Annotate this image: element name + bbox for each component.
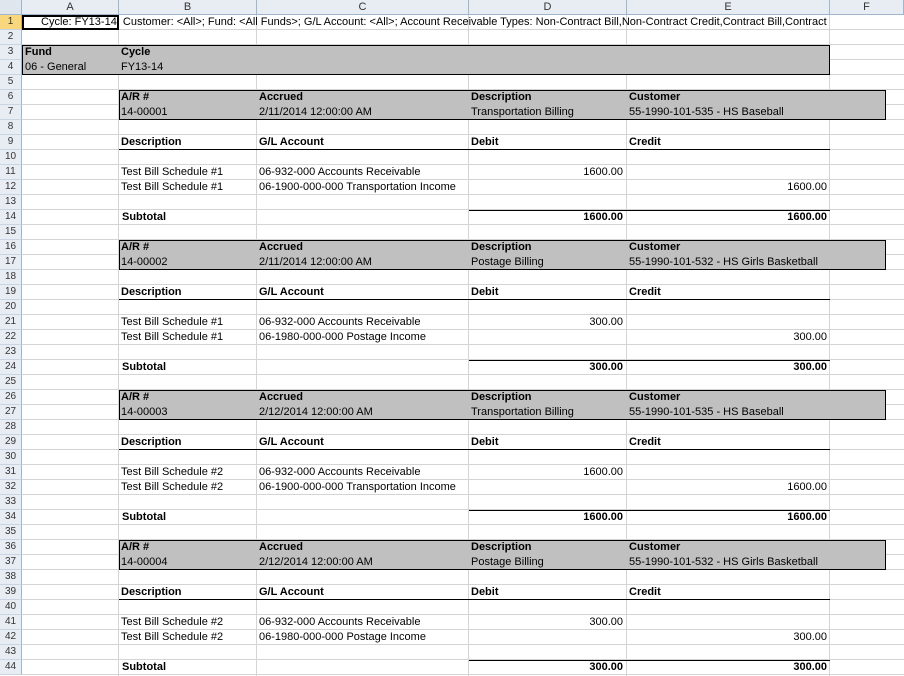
ar-number-label: A/R # — [121, 541, 150, 553]
subtotal-debit: 300.00 — [589, 661, 623, 673]
report-criteria-text: Cycle: FY13-14; Customer: <All>; Fund: <All Funds>; G/L Account: <All>; Account Receivable Types: Non-Contract Bill,Non-Contract Credit,Contract Bill,Contract — [41, 16, 827, 28]
line-debit — [469, 480, 623, 495]
debit-header: Debit — [471, 586, 499, 598]
row-header-12[interactable]: 12 — [0, 180, 22, 195]
subtotal-credit: 300.00 — [793, 361, 827, 373]
description-value: Transportation Billing — [471, 106, 574, 118]
row-header-38[interactable]: 38 — [0, 570, 22, 585]
line-debit — [469, 180, 623, 195]
row-header-35[interactable]: 35 — [0, 525, 22, 540]
accrued-label: Accrued — [259, 241, 304, 253]
debit-header: Debit — [471, 136, 499, 148]
row-header-19[interactable]: 19 — [0, 285, 22, 300]
detail-description-header: Description — [121, 586, 182, 598]
detail-description-header: Description — [121, 136, 182, 148]
row-header-13[interactable]: 13 — [0, 195, 22, 210]
gl-account-header: G/L Account — [259, 136, 324, 148]
row-header-22[interactable]: 22 — [0, 330, 22, 345]
line-gl-account: 06-932-000 Accounts Receivable — [259, 616, 421, 628]
column-header-a[interactable]: A — [22, 0, 119, 15]
line-debit: 1600.00 — [583, 166, 623, 178]
line-description: Test Bill Schedule #1 — [121, 166, 224, 178]
subtotal-debit: 1600.00 — [583, 511, 623, 523]
fund-value: 06 - General — [25, 61, 87, 73]
line-credit — [627, 165, 827, 180]
subtotal-label: Subtotal — [122, 211, 166, 223]
row-header-23[interactable]: 23 — [0, 345, 22, 360]
row-header-44[interactable]: 44 — [0, 660, 22, 675]
row-header-33[interactable]: 33 — [0, 495, 22, 510]
line-credit: 300.00 — [793, 331, 827, 343]
row-header-26[interactable]: 26 — [0, 390, 22, 405]
select-all-corner[interactable] — [0, 0, 22, 15]
line-description: Test Bill Schedule #2 — [121, 631, 224, 643]
subtotal-label: Subtotal — [122, 361, 166, 373]
row-header-10[interactable]: 10 — [0, 150, 22, 165]
ar-number-value: 14-00002 — [121, 256, 168, 268]
credit-header: Credit — [629, 436, 661, 448]
row-header-41[interactable]: 41 — [0, 615, 22, 630]
gl-account-header: G/L Account — [259, 286, 324, 298]
ar-number-label: A/R # — [121, 391, 150, 403]
row-header-31[interactable]: 31 — [0, 465, 22, 480]
row-header-15[interactable]: 15 — [0, 225, 22, 240]
cycle-value: FY13-14 — [121, 61, 164, 73]
ar-number-label: A/R # — [121, 91, 150, 103]
credit-header: Credit — [629, 586, 661, 598]
line-description: Test Bill Schedule #1 — [121, 331, 224, 343]
description-label: Description — [471, 91, 532, 103]
row-header-16[interactable]: 16 — [0, 240, 22, 255]
accrued-label: Accrued — [259, 541, 304, 553]
description-label: Description — [471, 391, 532, 403]
row-header-17[interactable]: 17 — [0, 255, 22, 270]
customer-label: Customer — [629, 241, 681, 253]
credit-header: Credit — [629, 286, 661, 298]
row-header-36[interactable]: 36 — [0, 540, 22, 555]
row-header-7[interactable]: 7 — [0, 105, 22, 120]
line-credit: 1600.00 — [787, 181, 827, 193]
row-header-11[interactable]: 11 — [0, 165, 22, 180]
accrued-value: 2/11/2014 12:00:00 AM — [259, 106, 372, 118]
line-description: Test Bill Schedule #2 — [121, 481, 224, 493]
detail-description-header: Description — [121, 286, 182, 298]
accrued-value: 2/12/2014 12:00:00 AM — [259, 406, 373, 418]
line-debit: 300.00 — [589, 316, 623, 328]
fund-label: Fund — [25, 46, 52, 58]
ar-number-value: 14-00001 — [121, 106, 168, 118]
description-label: Description — [471, 541, 532, 553]
row-header-8[interactable]: 8 — [0, 120, 22, 135]
accrued-value: 2/12/2014 12:00:00 AM — [259, 556, 373, 568]
row-header-30[interactable]: 30 — [0, 450, 22, 465]
description-value: Transportation Billing — [471, 406, 574, 418]
line-description: Test Bill Schedule #2 — [121, 466, 224, 478]
row-header-27[interactable]: 27 — [0, 405, 22, 420]
line-gl-account: 06-1980-000-000 Postage Income — [259, 631, 426, 643]
debit-header: Debit — [471, 286, 499, 298]
accrued-label: Accrued — [259, 391, 304, 403]
subtotal-label: Subtotal — [122, 661, 166, 673]
line-credit — [627, 615, 827, 630]
credit-header: Credit — [629, 136, 661, 148]
row-header-5[interactable]: 5 — [0, 75, 22, 90]
ar-number-label: A/R # — [121, 241, 150, 253]
row-header-18[interactable]: 18 — [0, 270, 22, 285]
row-header-14[interactable]: 14 — [0, 210, 22, 225]
line-credit: 1600.00 — [787, 481, 827, 493]
column-header-f[interactable]: F — [830, 0, 904, 15]
line-debit — [469, 330, 623, 345]
customer-value: 55-1990-101-535 - HS Baseball — [629, 406, 784, 418]
line-credit: 300.00 — [793, 631, 827, 643]
line-gl-account: 06-1980-000-000 Postage Income — [259, 331, 426, 343]
line-description: Test Bill Schedule #1 — [121, 181, 224, 193]
customer-value: 55-1990-101-532 - HS Girls Basketball — [629, 256, 818, 268]
column-header-b[interactable]: B — [119, 0, 257, 15]
customer-label: Customer — [629, 541, 681, 553]
line-description: Test Bill Schedule #2 — [121, 616, 224, 628]
row-header-28[interactable]: 28 — [0, 420, 22, 435]
customer-label: Customer — [629, 91, 681, 103]
row-header-21[interactable]: 21 — [0, 315, 22, 330]
row-header-4[interactable]: 4 — [0, 60, 22, 75]
customer-value: 55-1990-101-535 - HS Baseball — [629, 106, 784, 118]
row-header-40[interactable]: 40 — [0, 600, 22, 615]
cell-border-line — [119, 149, 830, 150]
cell-border-line — [119, 299, 830, 300]
accrued-value: 2/11/2014 12:00:00 AM — [259, 256, 372, 268]
line-credit — [627, 465, 827, 480]
description-value: Postage Billing — [471, 256, 544, 268]
debit-header: Debit — [471, 436, 499, 448]
column-header-e[interactable]: E — [627, 0, 830, 15]
ar-number-value: 14-00004 — [121, 556, 168, 568]
column-header-c[interactable]: C — [257, 0, 469, 15]
line-gl-account: 06-932-000 Accounts Receivable — [259, 166, 421, 178]
gl-account-header: G/L Account — [259, 436, 324, 448]
row-header-24[interactable]: 24 — [0, 360, 22, 375]
description-label: Description — [471, 241, 532, 253]
subtotal-credit: 1600.00 — [787, 211, 827, 223]
row-header-2[interactable]: 2 — [0, 30, 22, 45]
row-header-39[interactable]: 39 — [0, 585, 22, 600]
customer-value: 55-1990-101-532 - HS Girls Basketball — [629, 556, 818, 568]
row-header-42[interactable]: 42 — [0, 630, 22, 645]
line-debit: 1600.00 — [583, 466, 623, 478]
row-header-6[interactable]: 6 — [0, 90, 22, 105]
line-gl-account: 06-932-000 Accounts Receivable — [259, 466, 421, 478]
subtotal-credit: 1600.00 — [787, 511, 827, 523]
cycle-label: Cycle — [121, 46, 151, 58]
subtotal-debit: 1600.00 — [583, 211, 623, 223]
row-header-29[interactable]: 29 — [0, 435, 22, 450]
line-debit — [469, 630, 623, 645]
line-gl-account: 06-1900-000-000 Transportation Income — [259, 181, 456, 193]
row-header-32[interactable]: 32 — [0, 480, 22, 495]
subtotal-label: Subtotal — [122, 511, 166, 523]
subtotal-credit: 300.00 — [793, 661, 827, 673]
accrued-label: Accrued — [259, 91, 304, 103]
row-header-37[interactable]: 37 — [0, 555, 22, 570]
row-header-43[interactable]: 43 — [0, 645, 22, 660]
gl-account-header: G/L Account — [259, 586, 324, 598]
column-header-d[interactable]: D — [469, 0, 627, 15]
cell-border-line — [119, 599, 830, 600]
line-debit: 300.00 — [589, 616, 623, 628]
subtotal-debit: 300.00 — [589, 361, 623, 373]
ar-number-value: 14-00003 — [121, 406, 168, 418]
line-gl-account: 06-1900-000-000 Transportation Income — [259, 481, 456, 493]
description-value: Postage Billing — [471, 556, 544, 568]
row-header-9[interactable]: 9 — [0, 135, 22, 150]
row-header-1[interactable]: 1 — [0, 15, 22, 30]
line-description: Test Bill Schedule #1 — [121, 316, 224, 328]
cell-border-line — [119, 449, 830, 450]
detail-description-header: Description — [121, 436, 182, 448]
row-header-20[interactable]: 20 — [0, 300, 22, 315]
row-header-3[interactable]: 3 — [0, 45, 22, 60]
line-credit — [627, 315, 827, 330]
row-header-34[interactable]: 34 — [0, 510, 22, 525]
customer-label: Customer — [629, 391, 681, 403]
line-gl-account: 06-932-000 Accounts Receivable — [259, 316, 421, 328]
row-header-25[interactable]: 25 — [0, 375, 22, 390]
